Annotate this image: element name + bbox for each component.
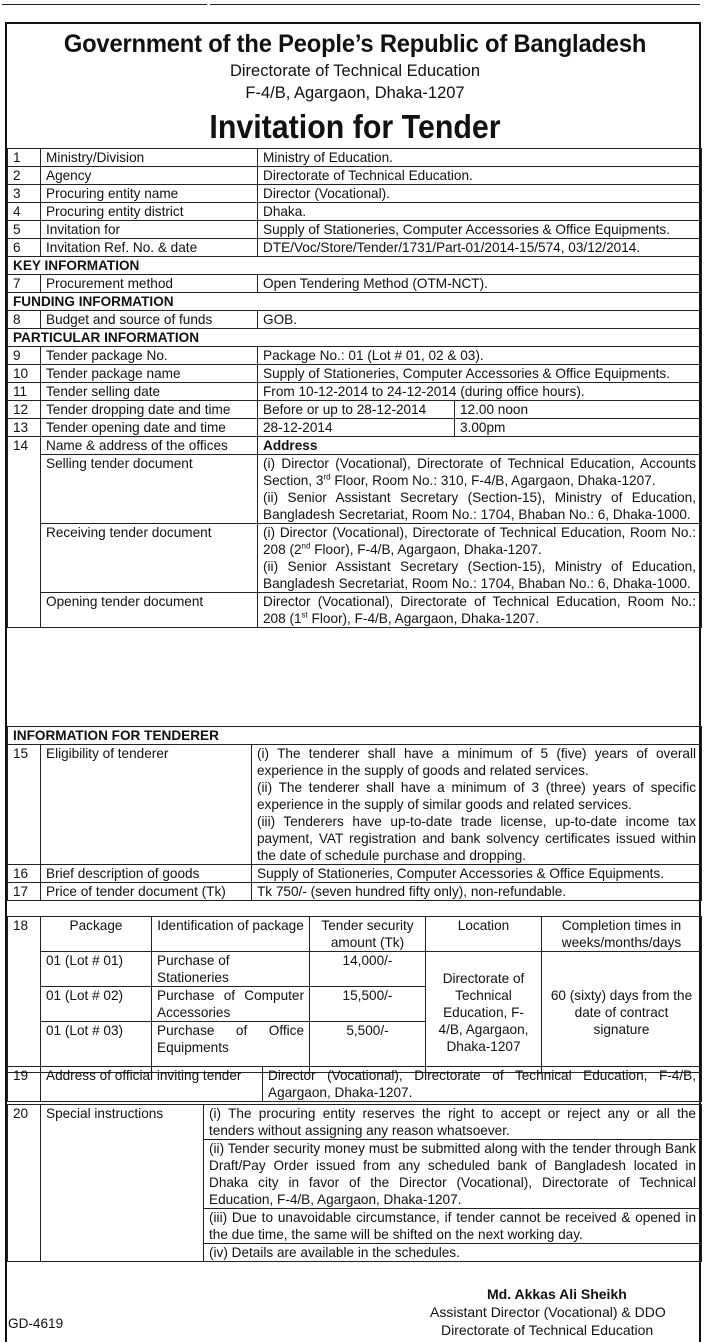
row-label: Ministry/Division (41, 149, 258, 167)
lot-security: 14,000/- (310, 952, 426, 987)
row-number: 20 (8, 1105, 41, 1262)
row-label: Brief description of goods (41, 865, 252, 883)
table-row (8, 745, 702, 865)
top-rule (0, 0, 719, 8)
tender-notice (5, 22, 701, 1342)
table-row (8, 383, 702, 401)
package-table (7, 916, 702, 1073)
row-number-blank (8, 455, 41, 524)
row-number: 6 (8, 239, 41, 257)
table-row (8, 239, 702, 257)
row-value: Tk 750/- (seven hundred fifty only), non-refundable. (252, 883, 702, 901)
table-row (8, 203, 702, 221)
instruction-ii: (ii) Tender security money must be submitted along with the tender through Bank Draft/Pay Order issued from any scheduled bank of Bangladesh located in Dhaka city in favor of the Director (Vocational), Directorate of Technical Education, F-4/B, Agargaon, Dhaka-1207. (204, 1140, 702, 1209)
table-row (8, 401, 702, 419)
selling-address-i: (i) Director (Vocational), Directorate of Technical Education, Accounts Section, 3 (263, 456, 697, 488)
package-completion-time: 60 (sixty) days from the date of contract signature (542, 952, 702, 1073)
row-value: Supply of Stationeries, Computer Accessories & Office Equipments. (258, 365, 702, 383)
table-row (8, 455, 702, 524)
row-number: 4 (8, 203, 41, 221)
receiving-address-ii: (ii) Senior Assistant Secretary (Section-15), Ministry of Education, Bangladesh Secretariat, Room No.: 1704, Bhaban No.: 6, Dhaka-1000. (263, 559, 697, 591)
lot-package: 01 (Lot # 03) (41, 1022, 152, 1073)
opening-address: Director (Vocational), Directorate of Technical Education, Room No.: 208 (1 (263, 594, 697, 626)
package-location: Directorate of Technical Education, F-4/B, Agargaon, Dhaka-1207 (426, 952, 542, 1073)
ordinal-suffix: rd (323, 472, 331, 482)
row-value: From 10-12-2014 to 24-12-2014 (during office hours). (258, 383, 702, 401)
row-number: 11 (8, 383, 41, 401)
lot-security: 15,500/- (310, 987, 426, 1022)
row-label: Tender package No. (41, 347, 258, 365)
address-heading: F-4/B, Agargaon, Dhaka-1207 (245, 84, 465, 102)
column-header-package: Package (41, 917, 152, 952)
row-value: DTE/Voc/Store/Tender/1731/Part-01/2014-15/574, 03/12/2014. (258, 239, 702, 257)
table-row (8, 952, 702, 987)
row-value: Open Tendering Method (OTM-NCT). (258, 275, 702, 293)
row-label: Invitation Ref. No. & date (41, 239, 258, 257)
table-row (8, 524, 702, 593)
opening-office-address (258, 593, 702, 628)
section-information-for-tenderer: INFORMATION FOR TENDERER (8, 727, 702, 745)
lot-identification: Purchase of Office Equipments (152, 1022, 310, 1073)
inviting-official-table (7, 1066, 702, 1102)
selling-office-label: Selling tender document (41, 455, 258, 524)
dropping-date: Before or up to 28-12-2014 (258, 401, 455, 419)
table-row (8, 185, 702, 203)
row-number: 10 (8, 365, 41, 383)
info-table-tenderer (7, 726, 702, 901)
row-number: 9 (8, 347, 41, 365)
table-row (8, 311, 702, 329)
eligibility-ii: (ii) The tenderer shall have a minimum of 3 (three) years of specific experience in the supply of similar goods and related services. (257, 780, 697, 812)
row-number: 18 (8, 917, 41, 1073)
selling-address-ii: (ii) Senior Assistant Secretary (Section-15), Ministry of Education, Bangladesh Secretariat, Room No.: 1704, Bhaban No.: 6, Dhaka-1000. (263, 490, 697, 522)
receiving-office-label: Receiving tender document (41, 524, 258, 593)
row-label: Agency (41, 167, 258, 185)
receiving-address-i: (i) Director (Vocational), Directorate of Technical Education, Room No.: 208 (2 (263, 525, 697, 557)
row-label: Special instructions (41, 1105, 204, 1262)
instruction-iv: (iv) Details are available in the schedules. (204, 1244, 702, 1262)
receiving-address-i-rest: Floor), F-4/B, Agargaon, Dhaka-1207. (310, 542, 542, 557)
row-value: Package No.: 01 (Lot # 01, 02 & 03). (258, 347, 702, 365)
row-number: 3 (8, 185, 41, 203)
eligibility-text (252, 745, 702, 865)
row-number: 13 (8, 419, 41, 437)
special-instructions-table (7, 1104, 702, 1262)
info-table-top (7, 148, 702, 628)
column-header-completion: Completion times in weeks/months/days (542, 917, 702, 952)
table-row (8, 593, 702, 628)
notice-title: Invitation for Tender (209, 108, 501, 145)
lot-package: 01 (Lot # 01) (41, 952, 152, 987)
eligibility-i: (i) The tenderer shall have a minimum of 5 (five) years of overall experience in the supply of goods and related services. (257, 746, 697, 778)
table-row (8, 437, 702, 455)
opening-time: 3.00pm (455, 419, 702, 437)
footer-code: GD-4619 (8, 1316, 64, 1331)
row-number: 17 (8, 883, 41, 901)
row-label: Tender package name (41, 365, 258, 383)
row-number: 16 (8, 865, 41, 883)
dropping-time: 12.00 noon (455, 401, 702, 419)
table-row (8, 275, 702, 293)
row-value: Director (Vocational). (258, 185, 702, 203)
receiving-office-address (258, 524, 702, 593)
table-row (8, 365, 702, 383)
table-row (8, 149, 702, 167)
eligibility-iii: (iii) Tenderers have up-to-date trade license, up-to-date income tax payment, VAT registration and bank solvency certificates issued within the date of schedule purchase and dropping. (257, 814, 697, 863)
row-label: Tender opening date and time (41, 419, 258, 437)
row-number: 19 (8, 1067, 41, 1102)
row-value: GOB. (258, 311, 702, 329)
table-row (8, 419, 702, 437)
lot-identification: Purchase of Stationeries (152, 952, 310, 987)
row-number: 7 (8, 275, 41, 293)
lot-package: 01 (Lot # 02) (41, 987, 152, 1022)
row-number: 1 (8, 149, 41, 167)
government-heading: Government of the People’s Republic of Bangladesh (63, 30, 647, 58)
row-number: 15 (8, 745, 41, 865)
row-value: Directorate of Technical Education. (258, 167, 702, 185)
row-label: Eligibility of tenderer (41, 745, 252, 865)
row-label: Budget and source of funds (41, 311, 258, 329)
section-key-information: KEY INFORMATION (8, 257, 702, 275)
signatory-designation: Assistant Director (Vocational) & DDO (430, 1304, 666, 1320)
column-header-identification: Identification of package (152, 917, 310, 952)
row-number: 8 (8, 311, 41, 329)
opening-date: 28-12-2014 (258, 419, 455, 437)
row-label: Tender dropping date and time (41, 401, 258, 419)
opening-address-rest: Floor), F-4/B, Agargaon, Dhaka-1207. (307, 611, 539, 626)
table-row (8, 865, 702, 883)
row-label: Procuring entity district (41, 203, 258, 221)
top-rule-right (210, 0, 700, 5)
directorate-heading: Directorate of Technical Education (229, 62, 481, 80)
row-label: Address of official inviting tender (41, 1067, 263, 1102)
instruction-i: (i) The procuring entity reserves the right to accept or reject any or all the tenders without assigning any reason whatsoever. (204, 1105, 702, 1140)
signatory-name: Md. Akkas Ali Sheikh (487, 1286, 627, 1302)
row-value: Ministry of Education. (258, 149, 702, 167)
row-number-blank (8, 524, 41, 593)
ordinal-suffix: st (301, 610, 308, 620)
row-number: 12 (8, 401, 41, 419)
table-row (8, 1067, 702, 1102)
row-number: 5 (8, 221, 41, 239)
row-number: 2 (8, 167, 41, 185)
lot-security: 5,500/- (310, 1022, 426, 1073)
ordinal-suffix: nd (301, 541, 311, 551)
row-value: Supply of Stationeries, Computer Accessories & Office Equipments. (258, 221, 702, 239)
section-row (8, 727, 702, 745)
row-label: Tender selling date (41, 383, 258, 401)
selling-address-i-rest: Floor, Room No.: 310, F-4/B, Agargaon, Dhaka-1207. (330, 473, 656, 488)
row-label: Name & address of the offices (41, 437, 258, 455)
table-row (8, 1105, 702, 1140)
section-funding-information: FUNDING INFORMATION (8, 293, 702, 311)
row-label: Procuring entity name (41, 185, 258, 203)
row-number-blank (8, 593, 41, 628)
row-value: Dhaka. (258, 203, 702, 221)
section-particular-information: PARTICULAR INFORMATION (8, 329, 702, 347)
table-row (8, 221, 702, 239)
row-number: 14 (8, 437, 41, 455)
selling-office-address (258, 455, 702, 524)
table-row (8, 883, 702, 901)
signatory-office: Directorate of Technical Education (441, 1322, 654, 1338)
row-value: Supply of Stationeries, Computer Accessories & Office Equipments. (252, 865, 702, 883)
row-label: Invitation for (41, 221, 258, 239)
table-row (8, 347, 702, 365)
column-header-location: Location (426, 917, 542, 952)
address-column-heading: Address (258, 437, 702, 455)
lot-identification: Purchase of Computer Accessories (152, 987, 310, 1022)
section-row (8, 257, 702, 275)
section-row (8, 293, 702, 311)
table-header-row (8, 917, 702, 952)
row-value: Director (Vocational), Directorate of Technical Education, F-4/B, Agargaon, Dhaka-1207. (263, 1067, 702, 1102)
row-label: Price of tender document (Tk) (41, 883, 252, 901)
column-header-security: Tender security amount (Tk) (310, 917, 426, 952)
top-rule-left (2, 0, 207, 5)
opening-office-label: Opening tender document (41, 593, 258, 628)
instruction-iii: (iii) Due to unavoidable circumstance, if tender cannot be received & opened in the due time, the same will be shifted on the next working day. (204, 1209, 702, 1244)
table-row (8, 167, 702, 185)
section-row (8, 329, 702, 347)
row-label: Procurement method (41, 275, 258, 293)
